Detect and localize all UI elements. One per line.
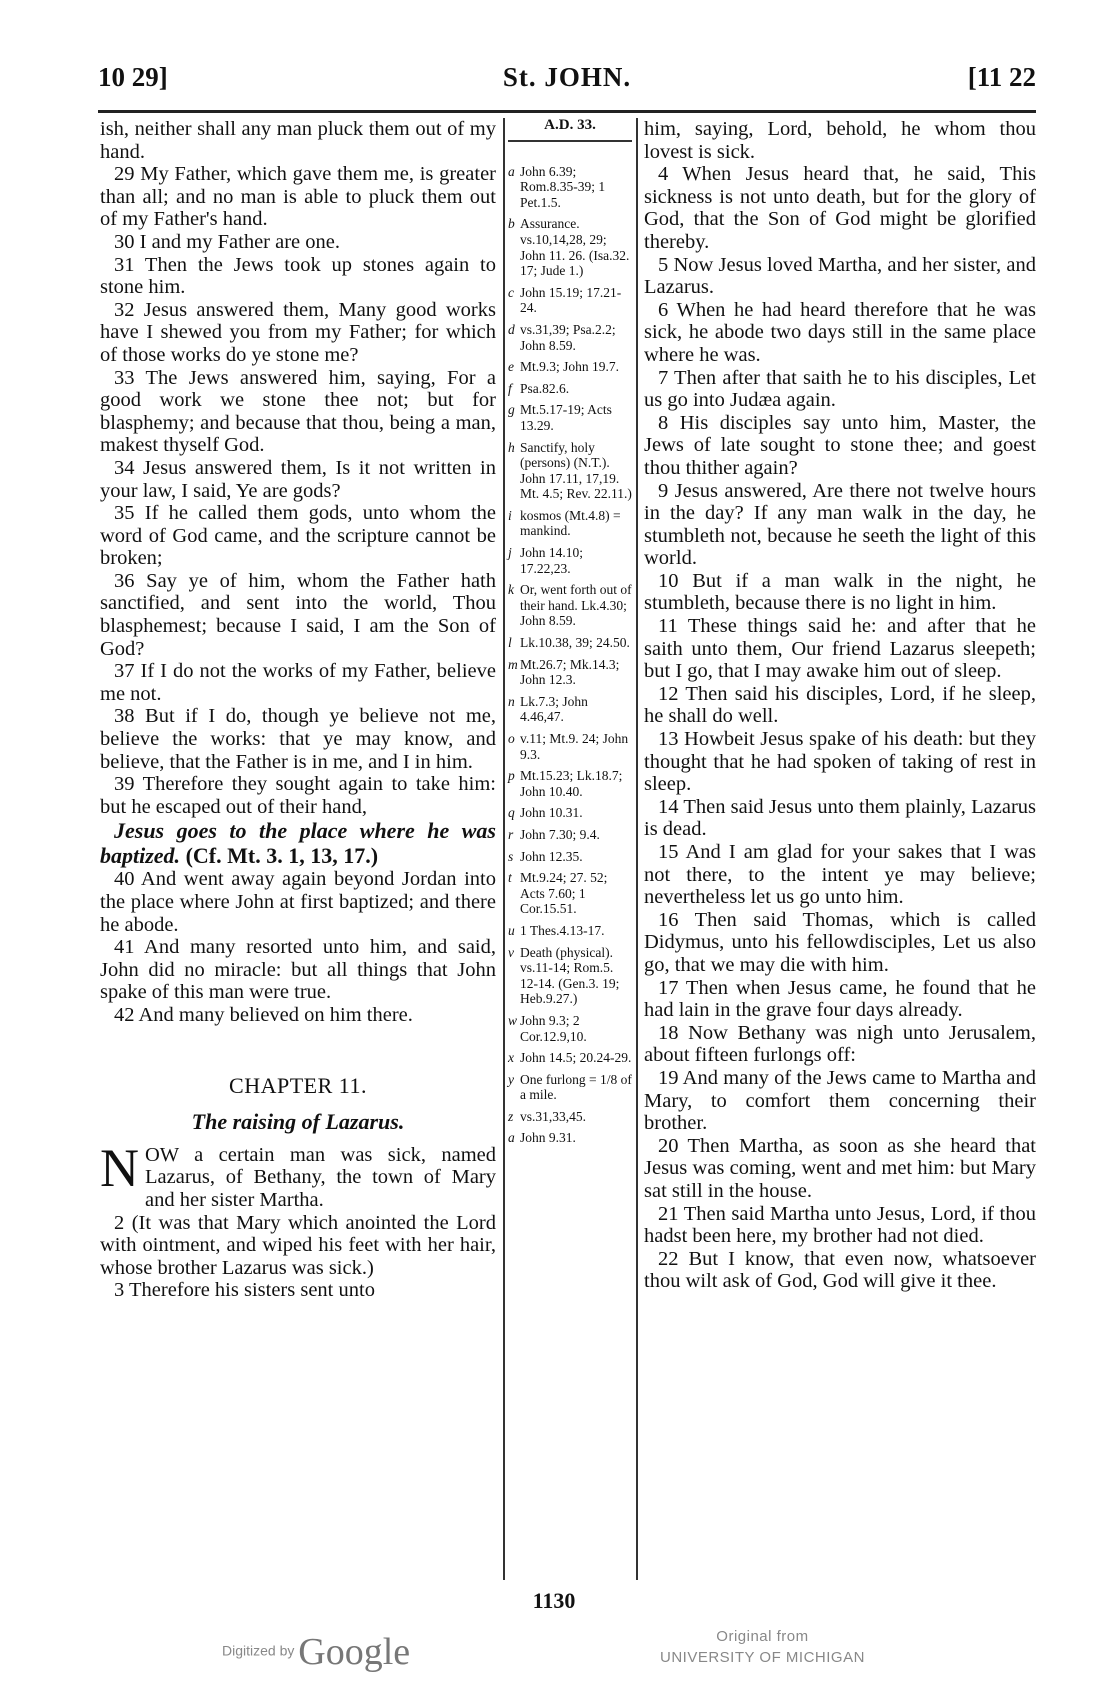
verse-22: 22 But I know, that even now, whatsoever thou wilt ask of God, God will give it thee. bbox=[644, 1247, 1036, 1293]
reference-letter: w bbox=[508, 1012, 518, 1028]
reference-text: Psa.82.6. bbox=[520, 380, 570, 396]
right-text-column bbox=[644, 118, 1036, 1293]
verse-5: 5 Now Jesus loved Martha, and her sister, and Lazarus. bbox=[644, 253, 1036, 299]
reference-note bbox=[508, 285, 632, 316]
reference-text: John 10.31. bbox=[520, 805, 583, 821]
left-text-column bbox=[100, 118, 496, 1302]
reference-text: Mt.5.17-19; Acts 13.29. bbox=[520, 402, 612, 433]
verse-20: 20 Then Martha, as soon as she heard that Jesus was coming, went and met him: but Mary sat still in the house. bbox=[644, 1134, 1036, 1202]
verse-3: 3 Therefore his sisters sent unto bbox=[114, 1279, 375, 1302]
verse-38: 38 But if I do, though ye believe not me, believe the works: that ye may know, and believe, that the Father is in me, and I in him. bbox=[100, 705, 496, 773]
reference-letter: v bbox=[508, 944, 514, 960]
reference-note bbox=[508, 694, 632, 725]
reference-text: Lk.7.3; John 4.46,47. bbox=[520, 693, 588, 725]
verse-text: him, saying, Lord, behold, he whom thou lovest is sick. bbox=[644, 118, 1036, 163]
reference-letter: n bbox=[508, 693, 515, 709]
book-title: St. JOHN. bbox=[502, 62, 632, 92]
reference-text: John 9.31. bbox=[520, 1130, 576, 1146]
reference-text: Mt.9.3; John 19.7. bbox=[520, 359, 620, 375]
reference-note bbox=[508, 635, 632, 651]
university-label: UNIVERSITY OF MICHIGAN bbox=[660, 1649, 865, 1666]
reference-letter: l bbox=[508, 635, 512, 651]
reference-letter: p bbox=[508, 768, 515, 784]
reference-note bbox=[508, 440, 632, 502]
header-chapter-end: [11 22 bbox=[967, 62, 1036, 92]
verse-1-text: OW a certain man was sick, named Lazarus, of Bethany, the town of Mary and her sister Martha. bbox=[145, 1143, 496, 1211]
reference-letter: m bbox=[508, 656, 518, 672]
verse-34: 34 Jesus answered them, Is it not written in your law, I said, Ye are gods? bbox=[100, 456, 496, 502]
reference-text: Mt.9.24; 27. 52; Acts 7.60; 1 Cor.15.51. bbox=[520, 870, 608, 917]
verse-4: 4 When Jesus heard that, he said, This sickness is not unto death, but for the glory of God, that the Son of God might be glorified thereby. bbox=[644, 163, 1036, 253]
reference-list bbox=[508, 164, 632, 1146]
reference-text: vs.31,33,45. bbox=[520, 1108, 587, 1124]
reference-text: kosmos (Mt.4.8) = mankind. bbox=[520, 507, 621, 539]
reference-note bbox=[508, 768, 632, 799]
reference-text: Death (physical). vs.11-14; Rom.5. 12-14. (Gen.3. 19; Heb.9.27.) bbox=[520, 944, 620, 1007]
marginal-references bbox=[508, 118, 632, 1152]
verse-30: 30 I and my Father are one. bbox=[114, 230, 340, 253]
reference-note bbox=[508, 545, 632, 576]
verse-11: 11 These things said he: and after that he saith unto them, Our friend Lazarus sleepeth; but I go, that I may awake him out of sleep. bbox=[644, 615, 1036, 683]
verse-9: 9 Jesus answered, Are there not twelve hours in the day? If any man walk in the day, he stumbleth not, because he seeth the light of this world. bbox=[644, 479, 1036, 570]
chapter-heading: CHAPTER 11. bbox=[229, 1072, 367, 1098]
reference-text: v.11; Mt.9. 24; John 9.3. bbox=[520, 731, 629, 762]
section-heading bbox=[100, 818, 496, 868]
verse-14: 14 Then said Jesus unto them plainly, Lazarus is dead. bbox=[644, 795, 1036, 841]
column-divider bbox=[503, 118, 505, 1580]
reference-note bbox=[508, 731, 632, 762]
verse-36: 36 Say ye of him, whom the Father hath sanctified, and sent into the world, Thou blasphemest; because I said, I am the Son of God? bbox=[100, 569, 496, 660]
reference-note bbox=[508, 402, 632, 433]
page-header bbox=[98, 62, 1036, 102]
reference-letter: r bbox=[508, 826, 514, 842]
reference-note bbox=[508, 849, 632, 865]
reference-text: John 12.35. bbox=[520, 848, 583, 864]
reference-letter: g bbox=[508, 402, 515, 418]
reference-text: One furlong = 1/8 of a mile. bbox=[520, 1071, 632, 1103]
reference-letter: f bbox=[508, 380, 512, 396]
reference-letter: a bbox=[508, 1130, 515, 1146]
reference-letter: x bbox=[508, 1050, 514, 1066]
reference-note bbox=[508, 657, 632, 688]
chapter-subtitle: The raising of Lazarus. bbox=[191, 1109, 405, 1135]
era-rule bbox=[508, 140, 632, 142]
reference-text: Or, went forth out of their hand. Lk.4.30; John 8.59. bbox=[520, 582, 632, 629]
reference-text: John 15.19; 17.21-24. bbox=[520, 284, 622, 316]
reference-letter: b bbox=[508, 216, 515, 232]
reference-note bbox=[508, 216, 632, 278]
reference-note bbox=[508, 870, 632, 917]
reference-letter: s bbox=[508, 848, 514, 864]
reference-note bbox=[508, 1050, 632, 1066]
verse-17: 17 Then when Jesus came, he found that he had lain in the grave four days already. bbox=[644, 976, 1036, 1022]
verse-12: 12 Then said his disciples, Lord, if he sleep, he shall do well. bbox=[644, 682, 1036, 728]
verse-29: 29 My Father, which gave them me, is greater than all; and no man is able to pluck them out of my Father's hand. bbox=[100, 163, 496, 231]
reference-letter: e bbox=[508, 359, 514, 375]
digitized-label: Digitized by bbox=[222, 1642, 295, 1659]
era-label: A.D. 33. bbox=[544, 117, 596, 133]
source-credit bbox=[660, 1626, 865, 1668]
digitized-credit bbox=[222, 1630, 410, 1674]
header-chapter-start: 10 29] bbox=[98, 62, 168, 92]
verse-37: 37 If I do not the works of my Father, believe me not. bbox=[100, 660, 496, 705]
reference-note bbox=[508, 1109, 632, 1125]
reference-note bbox=[508, 582, 632, 629]
reference-text: John 6.39; Rom.8.35-39; 1 Pet.1.5. bbox=[520, 163, 606, 210]
reference-note bbox=[508, 164, 632, 211]
reference-letter: d bbox=[508, 321, 515, 337]
reference-text: John 14.10; 17.22,23. bbox=[520, 545, 584, 576]
reference-letter: i bbox=[508, 507, 512, 523]
reference-note bbox=[508, 381, 632, 397]
verse-32: 32 Jesus answered them, Many good works have I shewed you from my Father; for which of those works do ye stone me? bbox=[100, 298, 496, 366]
verse-40: 40 And went away again beyond Jordan into the place where John at first baptized; and there he abode. bbox=[100, 868, 496, 936]
column-divider bbox=[636, 118, 638, 1580]
reference-letter: q bbox=[508, 805, 515, 821]
reference-note bbox=[508, 322, 632, 353]
reference-note bbox=[508, 1013, 632, 1044]
verse-31: 31 Then the Jews took up stones again to stone him. bbox=[100, 253, 496, 299]
verse-10: 10 But if a man walk in the night, he stumbleth, because there is no light in him. bbox=[644, 569, 1036, 615]
verse-13: 13 Howbeit Jesus spake of his death: but they thought that he had spoken of taking of rest in sleep. bbox=[644, 728, 1036, 796]
reference-note bbox=[508, 827, 632, 843]
google-logo: Google bbox=[298, 1631, 411, 1673]
reference-letter: k bbox=[508, 582, 514, 598]
verse-19: 19 And many of the Jews came to Martha and Mary, to comfort them concerning their brother. bbox=[644, 1066, 1036, 1135]
verse-6: 6 When he had heard therefore that he was sick, he abode two days still in the same place where he was. bbox=[644, 298, 1036, 366]
reference-text: Lk.10.38, 39; 24.50. bbox=[520, 635, 630, 651]
reference-note bbox=[508, 1130, 632, 1146]
reference-note bbox=[508, 1072, 632, 1103]
section-heading-reference: (Cf. Mt. 3. 1, 13, 17.) bbox=[185, 843, 379, 869]
reference-letter: a bbox=[508, 163, 515, 179]
reference-note bbox=[508, 923, 632, 939]
original-from-label: Original from bbox=[716, 1628, 809, 1645]
reference-letter: j bbox=[508, 545, 512, 561]
verse-7: 7 Then after that saith he to his disciples, Let us go into Judæa again. bbox=[644, 366, 1036, 412]
reference-letter: c bbox=[508, 284, 514, 300]
verse-21: 21 Then said Martha unto Jesus, Lord, if thou hadst been here, my brother had not died. bbox=[644, 1202, 1036, 1248]
verse-18: 18 Now Bethany was nigh unto Jerusalem, about fifteen furlongs off: bbox=[644, 1021, 1036, 1067]
reference-text: 1 Thes.4.13-17. bbox=[520, 922, 605, 938]
reference-note bbox=[508, 508, 632, 539]
reference-text: Assurance. vs.10,14,28, 29; John 11. 26. (Isa.32. 17; Jude 1.) bbox=[520, 216, 630, 279]
verse-33: 33 The Jews answered him, saying, For a good work we stone thee not; but for blasphemy; and because that thou, being a man, makest thyself God. bbox=[100, 366, 496, 457]
reference-letter: y bbox=[508, 1071, 514, 1087]
reference-text: John 7.30; 9.4. bbox=[520, 826, 600, 842]
verse-35: 35 If he called them gods, unto whom the word of God came, and the scripture cannot be broken; bbox=[100, 502, 496, 570]
reference-text: Sanctify, holy (persons) (N.T.). John 17.11, 17,19. Mt. 4.5; Rev. 22.11.) bbox=[520, 439, 632, 502]
reference-text: vs.31,39; Psa.2.2; John 8.59. bbox=[520, 321, 616, 353]
verse-text: ish, neither shall any man pluck them out of my hand. bbox=[100, 118, 496, 163]
reference-text: John 14.5; 20.24-29. bbox=[520, 1050, 632, 1066]
verse-41: 41 And many resorted unto him, and said, John did no miracle: but all things that John spake of this man were true. bbox=[100, 936, 496, 1004]
page-number: 1130 bbox=[532, 1588, 576, 1613]
reference-text: John 9.3; 2 Cor.12.9,10. bbox=[520, 1012, 587, 1044]
verse-16: 16 Then said Thomas, which is called Didymus, unto his fellowdisciples, Let us also go, that we may die with him. bbox=[644, 908, 1036, 976]
reference-letter: h bbox=[508, 439, 515, 455]
reference-letter: z bbox=[508, 1108, 514, 1124]
verse-39: 39 Therefore they sought again to take him: but he escaped out of their hand, bbox=[100, 773, 496, 818]
drop-cap: N bbox=[100, 1137, 139, 1198]
reference-letter: o bbox=[508, 731, 515, 746]
reference-letter: t bbox=[508, 870, 512, 886]
reference-note bbox=[508, 805, 632, 821]
verse-15: 15 And I am glad for your sakes that I was not there, to the intent ye may believe; nevertheless let us go unto him. bbox=[644, 841, 1036, 909]
verse-1 bbox=[100, 1137, 496, 1212]
reference-note bbox=[508, 945, 632, 1007]
verse-42: 42 And many believed on him there. bbox=[114, 1003, 413, 1026]
header-rule bbox=[98, 110, 1036, 113]
verse-2: 2 (It was that Mary which anointed the Lord with ointment, and wiped his feet with her hair, whose brother Lazarus was sick.) bbox=[100, 1211, 496, 1279]
section-heading-text: Jesus goes to the place where he was baptized. bbox=[100, 818, 496, 869]
reference-text: Mt.26.7; Mk.14.3; John 12.3. bbox=[520, 656, 620, 688]
reference-letter: u bbox=[508, 922, 515, 938]
reference-note bbox=[508, 359, 632, 375]
reference-text: Mt.15.23; Lk.18.7; John 10.40. bbox=[520, 768, 623, 799]
verse-8: 8 His disciples say unto him, Master, the Jews of late sought to stone thee; and goest thou thither again? bbox=[644, 411, 1036, 479]
